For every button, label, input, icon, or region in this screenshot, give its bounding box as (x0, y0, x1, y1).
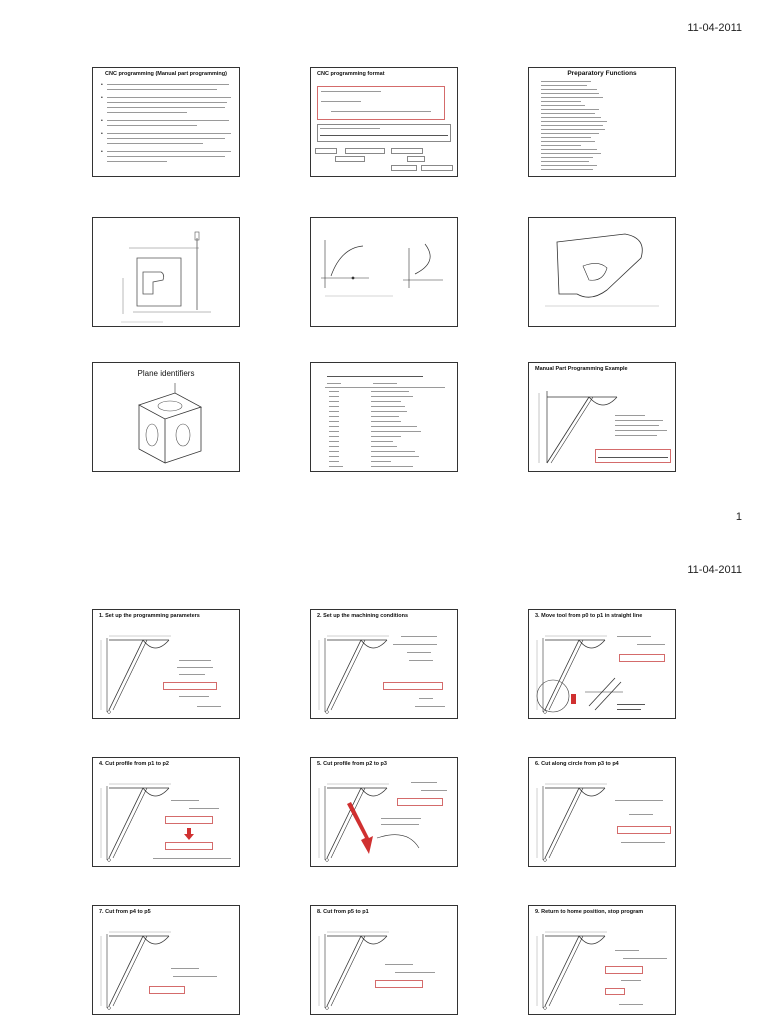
slide-step-1 (92, 609, 240, 719)
workpiece-drawing (93, 218, 240, 327)
slide-title: 8. Cut from p5 to p1 (317, 909, 369, 915)
slide-title: 4. Cut profile from p1 to p2 (99, 761, 169, 767)
slide-step-4 (92, 757, 240, 867)
slide-circular-arcs (310, 217, 458, 327)
page-1-date: 11-04-2011 (687, 22, 742, 34)
page-1-number: 1 (735, 511, 742, 523)
tool-path-diagram (311, 610, 458, 719)
slide-title: Preparatory Functions (567, 70, 637, 77)
cutter-arrow-icon (311, 758, 458, 867)
tool-path-diagram (529, 758, 676, 867)
slide-step-7 (92, 905, 240, 1015)
slide-step-9 (528, 905, 676, 1015)
slide-title: Manual Part Programming Example (535, 366, 628, 372)
slide-title: 1. Set up the programming parameters (99, 613, 200, 619)
slide-title: Plane identifiers (137, 369, 195, 378)
slide-step-5 (310, 757, 458, 867)
slide-step-8 (310, 905, 458, 1015)
slide-plane-identifiers (92, 362, 240, 472)
slide-miscellaneous-functions (310, 362, 458, 472)
slide-title: 2. Set up the machining conditions (317, 613, 409, 619)
slide-linear-circular-interpolation (528, 217, 676, 327)
cube-diagram (93, 363, 240, 472)
slide-title: 6. Cut along circle from p3 to p4 (535, 761, 619, 767)
arrow-icon (93, 758, 240, 867)
slide-title: CNC programming (Manual part programming) (105, 71, 227, 77)
interpolation-diagram (529, 218, 676, 327)
slide-cnc-format (310, 67, 458, 177)
slide-title: CNC programming format (317, 71, 385, 77)
slide-cnc-programming: CNC programming (Manual part programming) • • • • • (92, 67, 240, 177)
slide-title: 9. Return to home position, stop program (535, 909, 644, 915)
magnified-detail (529, 610, 676, 719)
slide-manual-example (528, 362, 676, 472)
tool-path-diagram (93, 610, 240, 719)
slide-title: 3. Move tool from p0 to p1 in straight line (535, 613, 643, 619)
slide-workpiece-drawing (92, 217, 240, 327)
slide-title: 7. Cut from p4 to p5 (99, 909, 151, 915)
tool-path-diagram (93, 906, 240, 1015)
slide-title: 5. Cut profile from p2 to p3 (317, 761, 387, 767)
slide-step-3 (528, 609, 676, 719)
slide-step-6 (528, 757, 676, 867)
arc-diagram (311, 218, 458, 327)
page-2-date: 11-04-2011 (687, 564, 742, 576)
slide-preparatory-functions (528, 67, 676, 177)
tool-path-diagram (311, 906, 458, 1015)
slide-step-2 (310, 609, 458, 719)
tool-path-diagram (529, 906, 676, 1015)
